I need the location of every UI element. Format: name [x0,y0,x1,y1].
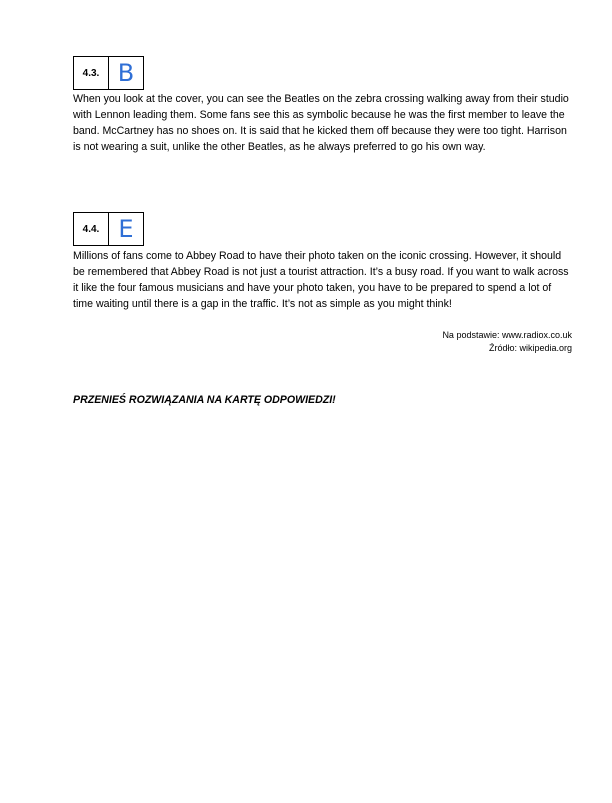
task-number: 4.3. [74,57,109,89]
handwritten-answer[interactable]: B [117,59,135,87]
task-4-3-answer-box [73,56,144,90]
answer-sheet-instruction: PRZENIEŚ ROZWIĄZANIA NA KARTĘ ODPOWIEDZI! [73,394,336,406]
source-radiox: Na podstawie: www.radiox.co.uk [442,330,572,340]
task-4-4-answer-box [73,212,144,246]
task-number: 4.4. [74,213,109,245]
source-wikipedia: Źródło: wikipedia.org [488,343,572,353]
task-4-3-text: When you look at the cover, you can see the Beatles on the zebra crossing walking away from their studio with Lennon leading them. Some fans see this as symbolic because he was the first member to leave the band. McCartney has no shoes on. It is said that he kicked them off because they were too tight. Harrison is not wearing a suit, unlike the other Beatles, as he always preferred to go his own way. [73,93,569,153]
handwritten-answer[interactable]: E [118,215,134,243]
task-4-4-text: Millions of fans come to Abbey Road to have their photo taken on the iconic crossing. However, it should be remembered that Abbey Road is not just a tourist attraction. It’s a busy road. If you want to walk across it like the four famous musicians and have your photo taken, you have to be prepared to spend a lot of time waiting until there is a gap in the traffic. It’s not as simple as you might think! [73,250,569,310]
